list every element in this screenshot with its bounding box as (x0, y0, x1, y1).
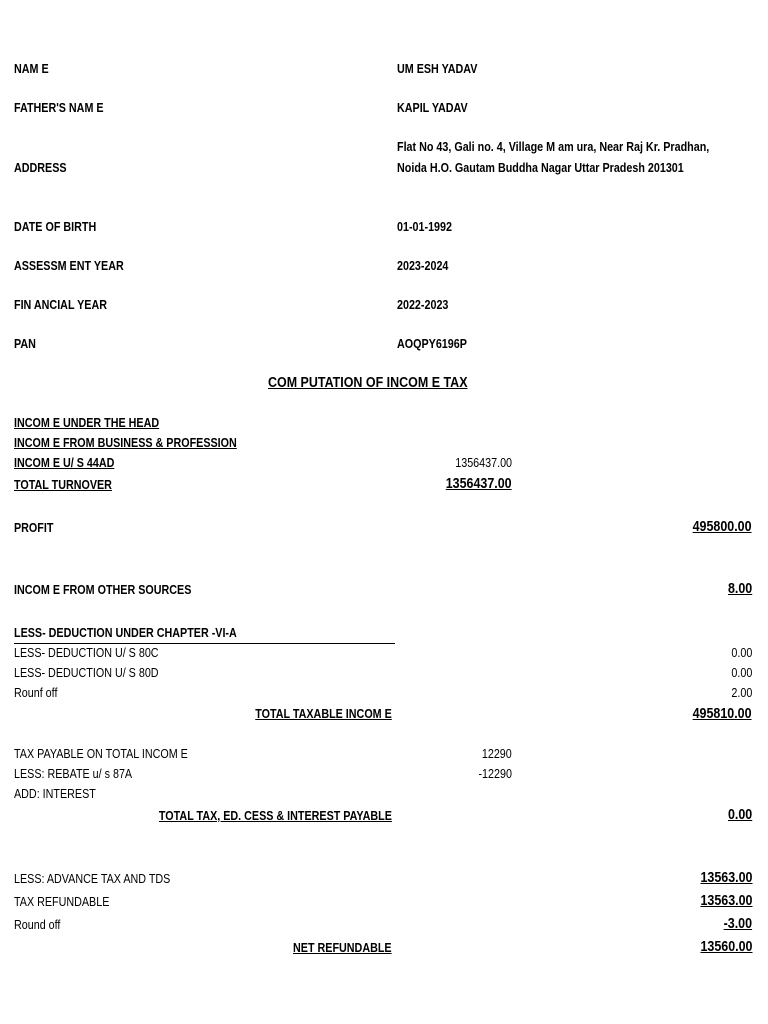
advance-tax-label: LESS: ADVANCE TAX AND TDS (14, 872, 171, 886)
deduction-heading-rule (14, 643, 395, 644)
deduction-80c-value: 0.00 (731, 646, 752, 660)
total-tax-payable-label: TOTAL TAX, ED. CESS & INTEREST PAYABLE (159, 809, 392, 823)
pan-label: PAN (14, 337, 36, 351)
net-refundable-label: NET REFUNDABLE (293, 941, 392, 955)
financial-year-label: FIN ANCIAL YEAR (14, 298, 107, 312)
tax-refundable-label: TAX REFUNDABLE (14, 895, 110, 909)
computation-title: COM PUTATION OF INCOM E TAX (268, 375, 468, 391)
round-off-label: Rounf off (14, 686, 58, 700)
father-name-value: KAPIL YADAV (397, 101, 468, 115)
total-turnover-label: TOTAL TURNOVER (14, 478, 112, 492)
net-refundable-value: 13560.00 (699, 939, 752, 955)
tax-payable-value: 12290 (482, 747, 512, 761)
income-44ad-value: 1356437.00 (455, 456, 512, 470)
deduction-80d-label: LESS- DEDUCTION U/ S 80D (14, 666, 159, 680)
name-label: NAM E (14, 62, 49, 76)
financial-year-value: 2022-2023 (397, 298, 449, 312)
assessment-year-label: ASSESSM ENT YEAR (14, 259, 124, 273)
name-value: UM ESH YADAV (397, 62, 478, 76)
deduction-80d-value: 0.00 (731, 666, 752, 680)
profit-label: PROFIT (14, 521, 54, 535)
advance-tax-value: 13563.00 (699, 870, 752, 886)
other-sources-label: INCOM E FROM OTHER SOURCES (14, 583, 192, 597)
round-off-2-value: -3.00 (723, 916, 752, 932)
father-name-label: FATHER'S NAM E (14, 101, 104, 115)
interest-label: ADD: INTEREST (14, 787, 96, 801)
round-off-2-label: Round off (14, 918, 61, 932)
total-taxable-income-label: TOTAL TAXABLE INCOM E (255, 707, 392, 721)
address-label: ADDRESS (14, 161, 67, 175)
rebate-label: LESS: REBATE u/ s 87A (14, 767, 133, 781)
rebate-value: -12290 (478, 767, 512, 781)
round-off-value: 2.00 (731, 686, 752, 700)
tax-payable-label: TAX PAYABLE ON TOTAL INCOM E (14, 747, 188, 761)
other-sources-value: 8.00 (727, 581, 752, 597)
income-head-line2: INCOM E FROM BUSINESS & PROFESSION (14, 436, 237, 450)
total-tax-payable-value: 0.00 (727, 807, 752, 823)
income-44ad-label: INCOM E U/ S 44AD (14, 456, 115, 470)
deduction-heading: LESS- DEDUCTION UNDER CHAPTER -VI-A (14, 626, 237, 640)
deduction-80c-label: LESS- DEDUCTION U/ S 80C (14, 646, 159, 660)
pan-value: AOQPY6196P (397, 337, 467, 351)
assessment-year-value: 2023-2024 (397, 259, 449, 273)
dob-label: DATE OF BIRTH (14, 220, 97, 234)
address-value: Flat No 43, Gali no. 4, Village M am ura, Near Raj Kr. Pradhan, Noida H.O. Gautam Buddha Nagar Uttar Pradesh 201301 (397, 140, 710, 175)
tax-refundable-value: 13563.00 (699, 893, 752, 909)
dob-value: 01-01-1992 (397, 220, 452, 234)
total-taxable-income-value: 495810.00 (693, 706, 752, 722)
profit-value: 495800.00 (693, 519, 752, 535)
income-head-line1: INCOM E UNDER THE HEAD (14, 416, 160, 430)
total-turnover-value: 1356437.00 (446, 476, 512, 492)
